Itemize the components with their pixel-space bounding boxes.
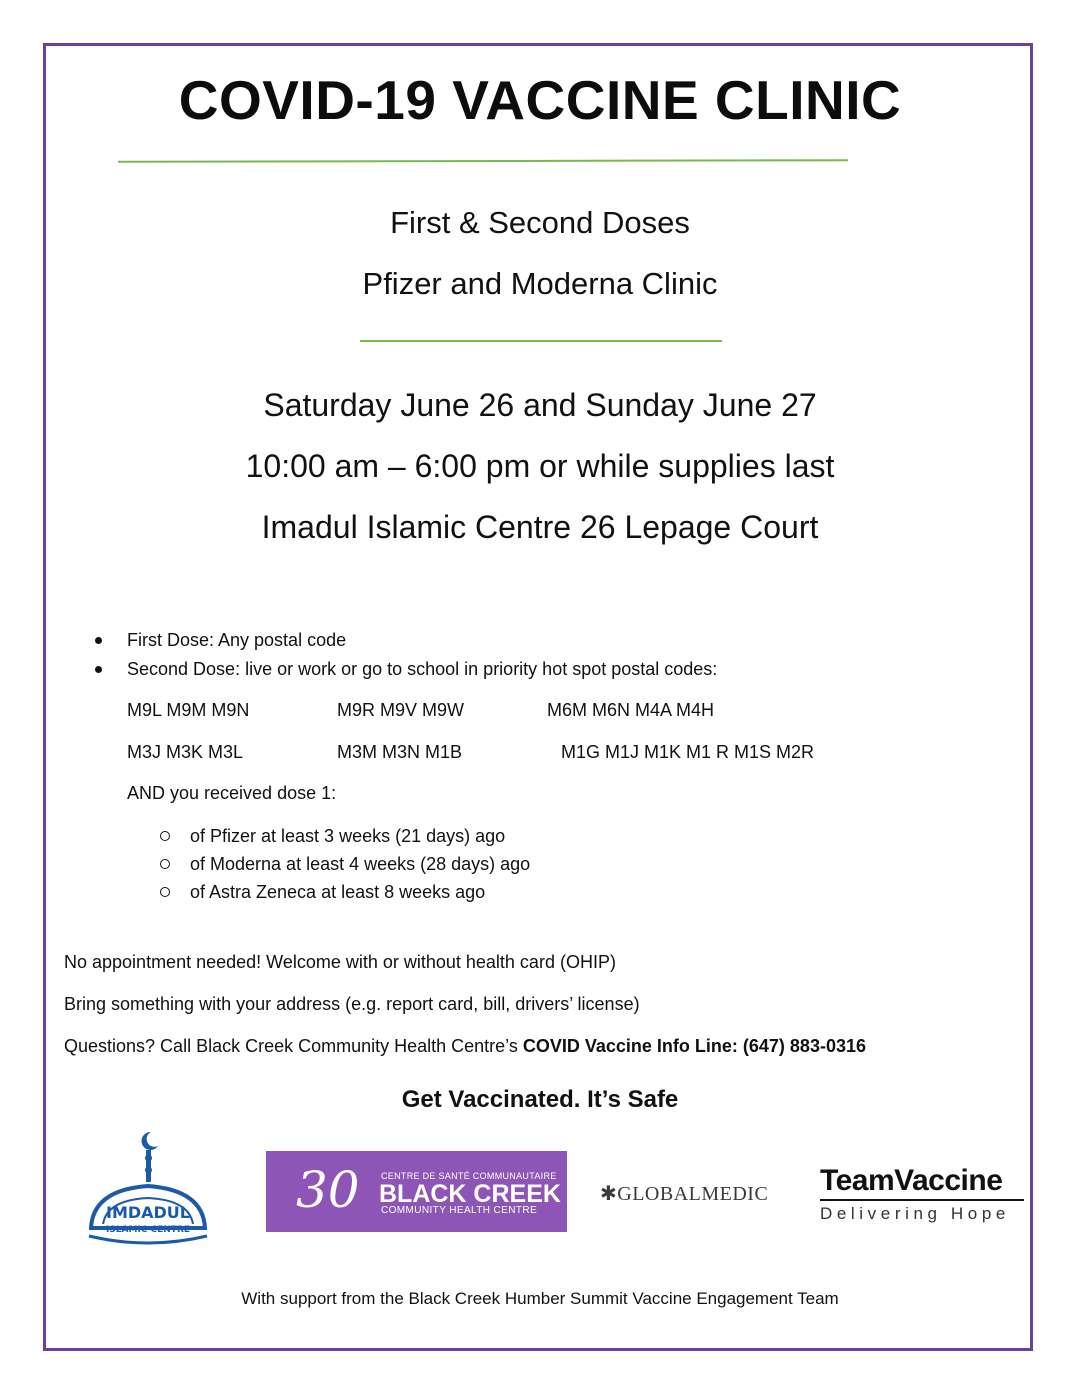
teamvaccine-divider [820,1199,1024,1201]
bullet-dot [95,666,102,673]
subtitle-underline [360,340,722,342]
bc-name: BLACK CREEK [379,1180,561,1208]
questions-prefix: Questions? Call Black Creek Community Health Centre’s [64,1036,523,1056]
postal-code-group: M9L M9M M9N [127,700,250,720]
second-dose-text: Second Dose: live or work or go to school in priority hot spot postal codes: [127,659,718,679]
teamvaccine-tagline: Delivering Hope [820,1204,1010,1223]
info-line-phone: COVID Vaccine Info Line: (647) 883-0316 [522,1036,866,1056]
list-item [160,854,530,875]
dose-one-condition: AND you received dose 1: [127,783,337,803]
teamvaccine-logo [820,1164,1024,1224]
list-item [95,626,717,655]
moderna-interval: of Moderna at least 4 weeks (28 days) ago [190,854,531,874]
location-line: Imadul Islamic Centre 26 Lepage Court [261,509,819,545]
anniversary-number: 30 [296,1161,360,1219]
bring-address-text: Bring something with your address (e.g. report card, bill, drivers’ license) [64,994,640,1014]
postal-code-group: M1G M1J M1K M1 R M1S M2R [561,742,815,762]
questions-text [64,1036,866,1057]
bullet-dot [95,637,102,644]
teamvaccine-name: TeamVaccine [820,1164,1003,1197]
circle-bullet-icon [160,831,170,841]
first-dose-text: First Dose: Any postal code [127,630,347,650]
list-item [160,882,485,903]
support-footer: With support from the Black Creek Humber Summit Vaccine Engagement Team [241,1289,839,1308]
circle-bullet-icon [160,887,170,897]
brands-line: Pfizer and Moderna Clinic [362,266,718,301]
dates-line: Saturday June 26 and Sunday June 27 [263,387,817,423]
circle-bullet-icon [160,859,170,869]
imdadul-logo [85,1128,211,1246]
doses-line: First & Second Doses [390,205,690,240]
page-title: COVID-19 VACCINE CLINIC [178,69,902,131]
globalmedic-logo: ✱GLOBALMEDIC [600,1183,769,1205]
black-creek-logo [266,1151,567,1232]
imdadul-name: IMDADUL [105,1203,191,1222]
eligibility-list [95,626,717,684]
postal-code-group: M3M M3N M1B [337,742,463,762]
imdadul-subtitle: ISLAMIC CENTRE [105,1225,191,1235]
astrazeneca-interval: of Astra Zeneca at least 8 weeks ago [190,882,486,902]
call-to-action: Get Vaccinated. It’s Safe [401,1086,679,1113]
list-item [160,826,505,847]
bc-french-name: CENTRE DE SANTÉ COMMUNAUTAIRE [381,1171,557,1181]
postal-code-group: M9R M9V M9W [337,700,465,720]
hours-line: 10:00 am – 6:00 pm or while supplies last [245,448,835,484]
no-appointment-text: No appointment needed! Welcome with or without health card (OHIP) [64,952,616,972]
pfizer-interval: of Pfizer at least 3 weeks (21 days) ago [190,826,506,846]
list-item [95,655,717,684]
postal-code-group: M3J M3K M3L [127,742,244,762]
bc-subtitle: COMMUNITY HEALTH CENTRE [381,1205,538,1216]
postal-code-group: M6M M6N M4A M4H [547,700,715,720]
